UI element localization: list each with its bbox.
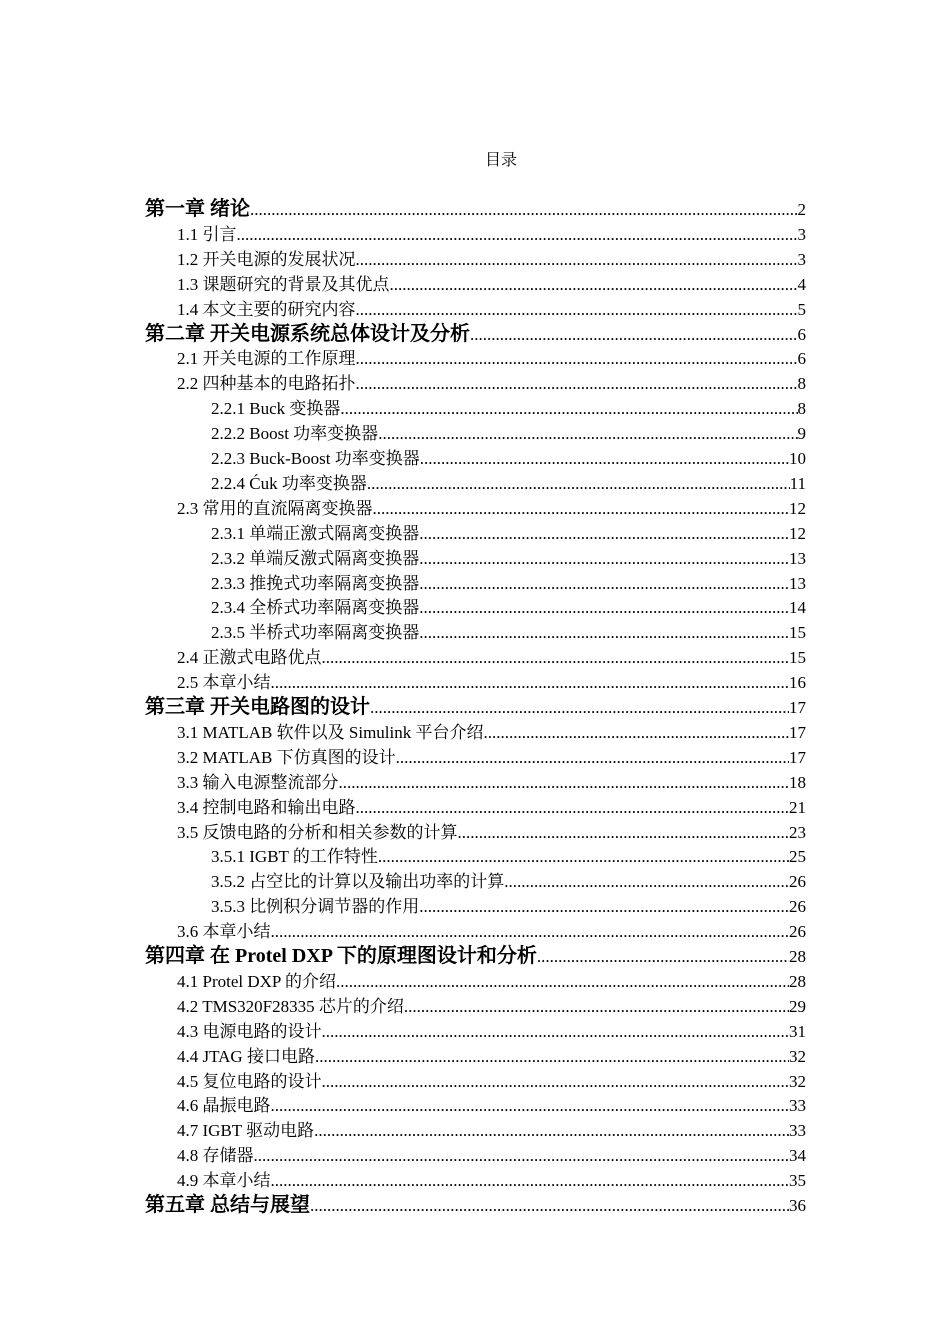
toc-page-number: 11 bbox=[789, 474, 806, 493]
toc-dot-leader bbox=[419, 521, 789, 546]
toc-entry-label: 2.3.1 单端正激式隔离变换器 bbox=[211, 524, 420, 543]
toc-dot-leader bbox=[310, 1193, 789, 1218]
toc-entry-label: 2.3.3 推挽式功率隔离变换器 bbox=[211, 574, 420, 593]
toc-section-entry[interactable] bbox=[177, 222, 806, 247]
toc-dot-leader bbox=[315, 1044, 789, 1069]
toc-subsection-entry[interactable] bbox=[211, 421, 806, 446]
toc-section-entry[interactable] bbox=[177, 820, 806, 845]
toc-page-number: 17 bbox=[789, 698, 806, 717]
toc-entry-label: 1.3 课题研究的背景及其优点 bbox=[177, 275, 390, 294]
toc-entry-label: 4.1 Protel DXP 的介绍 bbox=[177, 972, 336, 991]
toc-chapter-entry[interactable] bbox=[145, 197, 806, 222]
toc-dot-leader bbox=[404, 994, 789, 1019]
toc-dot-leader bbox=[271, 919, 790, 944]
toc-dot-leader bbox=[356, 346, 798, 371]
toc-page-number: 26 bbox=[789, 922, 806, 941]
toc-dot-leader bbox=[504, 869, 789, 894]
toc-page-number: 9 bbox=[797, 424, 806, 443]
toc-dot-leader bbox=[271, 670, 790, 695]
toc-dot-leader bbox=[419, 571, 789, 596]
toc-entry-label: 2.3.4 全桥式功率隔离变换器 bbox=[211, 598, 420, 617]
toc-dot-leader bbox=[378, 421, 797, 446]
toc-dot-leader bbox=[356, 795, 790, 820]
toc-page-number: 32 bbox=[789, 1072, 806, 1091]
toc-subsection-entry[interactable] bbox=[211, 894, 806, 919]
toc-page-number: 12 bbox=[789, 524, 806, 543]
toc-subsection-entry[interactable] bbox=[211, 546, 806, 571]
toc-dot-leader bbox=[339, 770, 790, 795]
toc-page-number: 14 bbox=[789, 598, 806, 617]
toc-page-number: 12 bbox=[789, 499, 806, 518]
toc-dot-leader bbox=[378, 844, 789, 869]
toc-subsection-entry[interactable] bbox=[211, 844, 806, 869]
toc-entry-label: 4.9 本章小结 bbox=[177, 1171, 271, 1190]
toc-dot-leader bbox=[254, 1143, 790, 1168]
toc-page-number: 15 bbox=[789, 648, 806, 667]
toc-dot-leader bbox=[420, 446, 789, 471]
toc-entry-label: 2.2.2 Boost 功率变换器 bbox=[211, 424, 379, 443]
toc-page-number: 28 bbox=[789, 972, 806, 991]
toc-page-number: 13 bbox=[789, 549, 806, 568]
toc-page-number: 34 bbox=[789, 1146, 806, 1165]
toc-section-entry[interactable] bbox=[177, 720, 806, 745]
toc-entry-label: 4.8 存储器 bbox=[177, 1146, 254, 1165]
toc-dot-leader bbox=[322, 1019, 790, 1044]
toc-entry-label: 第五章 总结与展望 bbox=[145, 1194, 310, 1216]
toc-entry-label: 2.5 本章小结 bbox=[177, 673, 271, 692]
toc-page-number: 10 bbox=[789, 449, 806, 468]
toc-page-number: 13 bbox=[789, 574, 806, 593]
toc-entry-label: 2.3 常用的直流隔离变换器 bbox=[177, 499, 373, 518]
toc-entry-label: 1.1 引言 bbox=[177, 225, 237, 244]
toc-subsection-entry[interactable] bbox=[211, 869, 806, 894]
toc-dot-leader bbox=[322, 645, 790, 670]
toc-entry-label: 3.5.3 比例积分调节器的作用 bbox=[211, 897, 420, 916]
toc-subsection-entry[interactable] bbox=[211, 521, 806, 546]
toc-dot-leader bbox=[271, 1168, 790, 1193]
toc-subsection-entry[interactable] bbox=[211, 446, 806, 471]
toc-entry-label: 4.4 JTAG 接口电路 bbox=[177, 1047, 315, 1066]
toc-entry-label: 4.6 晶振电路 bbox=[177, 1096, 271, 1115]
toc-page-number: 31 bbox=[789, 1022, 806, 1041]
toc-dot-leader bbox=[340, 396, 797, 421]
toc-entry-label: 1.2 开关电源的发展状况 bbox=[177, 250, 356, 269]
toc-dot-leader bbox=[271, 1093, 790, 1118]
toc-section-entry[interactable] bbox=[177, 496, 806, 521]
toc-chapter-entry[interactable] bbox=[145, 1193, 806, 1218]
toc-page-number: 3 bbox=[797, 250, 806, 269]
toc-section-entry[interactable] bbox=[177, 1093, 806, 1118]
toc-page-number: 36 bbox=[789, 1196, 806, 1215]
toc-page-number: 18 bbox=[789, 773, 806, 792]
toc-entry-label: 3.6 本章小结 bbox=[177, 922, 271, 941]
toc-page-number: 29 bbox=[789, 997, 806, 1016]
toc-chapter-entry[interactable] bbox=[145, 944, 806, 969]
toc-page-number: 28 bbox=[789, 947, 806, 966]
toc-page-number: 16 bbox=[789, 673, 806, 692]
toc-dot-leader bbox=[367, 471, 790, 496]
toc-page-number: 17 bbox=[789, 723, 806, 742]
toc-entry-label: 4.7 IGBT 驱动电路 bbox=[177, 1121, 315, 1140]
toc-entry-label: 第三章 开关电路图的设计 bbox=[145, 696, 370, 718]
toc-page-number: 23 bbox=[789, 823, 806, 842]
toc-section-entry[interactable] bbox=[177, 297, 806, 322]
toc-section-entry[interactable] bbox=[177, 1168, 806, 1193]
toc-page-number: 2 bbox=[797, 200, 806, 219]
toc-page-number: 35 bbox=[789, 1171, 806, 1190]
toc-page-number: 32 bbox=[789, 1047, 806, 1066]
toc-entry-label: 3.5.1 IGBT 的工作特性 bbox=[211, 847, 378, 866]
toc-entry-label: 2.2.1 Buck 变换器 bbox=[211, 399, 341, 418]
toc-dot-leader bbox=[458, 820, 790, 845]
toc-chapter-entry[interactable] bbox=[145, 322, 806, 347]
toc-page-number: 26 bbox=[789, 897, 806, 916]
toc-page-number: 17 bbox=[789, 748, 806, 767]
page-title: 目录 bbox=[484, 152, 517, 169]
toc-entry-label: 4.5 复位电路的设计 bbox=[177, 1072, 322, 1091]
toc-section-entry[interactable] bbox=[177, 670, 806, 695]
toc-page-number: 21 bbox=[789, 798, 806, 817]
toc-section-entry[interactable] bbox=[177, 994, 806, 1019]
toc-section-entry[interactable] bbox=[177, 645, 806, 670]
toc-page-number: 4 bbox=[797, 275, 806, 294]
toc-entry-label: 4.2 TMS320F28335 芯片的介绍 bbox=[177, 997, 404, 1016]
toc-page-number: 25 bbox=[789, 847, 806, 866]
toc-entry-label: 2.4 正激式电路优点 bbox=[177, 648, 322, 667]
toc-entry-label: 2.2.4 Ćuk 功率变换器 bbox=[211, 474, 367, 493]
toc-section-entry[interactable] bbox=[177, 346, 806, 371]
toc-section-entry[interactable] bbox=[177, 371, 806, 396]
toc-entry-label: 第二章 开关电源系统总体设计及分析 bbox=[145, 323, 470, 345]
toc-entry-label: 3.2 MATLAB 下仿真图的设计 bbox=[177, 748, 396, 767]
toc-page-number: 5 bbox=[797, 300, 806, 319]
toc-page-number: 26 bbox=[789, 872, 806, 891]
toc-page-number: 8 bbox=[797, 399, 806, 418]
toc-dot-leader bbox=[314, 1118, 789, 1143]
toc-section-entry[interactable] bbox=[177, 247, 806, 272]
toc-subsection-entry[interactable] bbox=[211, 620, 806, 645]
toc-dot-leader bbox=[396, 745, 789, 770]
toc-page-number: 33 bbox=[789, 1096, 806, 1115]
toc-entry-label: 2.1 开关电源的工作原理 bbox=[177, 349, 356, 368]
toc-section-entry[interactable] bbox=[177, 770, 806, 795]
toc-page-number: 6 bbox=[797, 325, 806, 344]
toc-dot-leader bbox=[237, 222, 798, 247]
toc-dot-leader bbox=[419, 894, 789, 919]
toc-dot-leader bbox=[373, 496, 790, 521]
toc-section-entry[interactable] bbox=[177, 919, 806, 944]
toc-entry-label: 3.3 输入电源整流部分 bbox=[177, 773, 339, 792]
toc-entry-label: 2.3.5 半桥式功率隔离变换器 bbox=[211, 623, 420, 642]
toc-entry-label: 3.5 反馈电路的分析和相关参数的计算 bbox=[177, 823, 458, 842]
toc-dot-leader bbox=[322, 1069, 790, 1094]
toc-section-entry[interactable] bbox=[177, 969, 806, 994]
toc-entry-label: 第四章 在 Protel DXP 下的原理图设计和分析 bbox=[145, 945, 537, 967]
toc-page-number: 8 bbox=[797, 374, 806, 393]
toc-entry-label: 2.3.2 单端反激式隔离变换器 bbox=[211, 549, 420, 568]
toc-dot-leader bbox=[537, 944, 789, 969]
toc-page-number: 15 bbox=[789, 623, 806, 642]
toc-dot-leader bbox=[370, 695, 789, 720]
toc-entry-label: 3.1 MATLAB 软件以及 Simulink 平台介绍 bbox=[177, 723, 484, 742]
toc-dot-leader bbox=[336, 969, 789, 994]
toc-dot-leader bbox=[356, 247, 798, 272]
toc-subsection-entry[interactable] bbox=[211, 571, 806, 596]
toc-dot-leader bbox=[356, 297, 798, 322]
toc-subsection-entry[interactable] bbox=[211, 595, 806, 620]
toc-chapter-entry[interactable] bbox=[145, 695, 806, 720]
toc-subsection-entry[interactable] bbox=[211, 396, 806, 421]
toc-dot-leader bbox=[356, 371, 798, 396]
toc-dot-leader bbox=[390, 272, 798, 297]
toc-page-number: 3 bbox=[797, 225, 806, 244]
toc-dot-leader bbox=[250, 197, 798, 222]
toc-section-entry[interactable] bbox=[177, 1019, 806, 1044]
toc-entry-label: 4.3 电源电路的设计 bbox=[177, 1022, 322, 1041]
toc-entry-label: 1.4 本文主要的研究内容 bbox=[177, 300, 356, 319]
toc-section-entry[interactable] bbox=[177, 272, 806, 297]
toc-entry-label: 第一章 绪论 bbox=[145, 198, 250, 220]
toc-entry-label: 2.2.3 Buck-Boost 功率变换器 bbox=[211, 449, 420, 468]
toc-dot-leader bbox=[419, 546, 789, 571]
toc-dot-leader bbox=[470, 322, 798, 347]
toc-dot-leader bbox=[419, 620, 789, 645]
toc-section-entry[interactable] bbox=[177, 1069, 806, 1094]
toc-section-entry[interactable] bbox=[177, 1044, 806, 1069]
toc-entry-label: 3.5.2 占空比的计算以及输出功率的计算 bbox=[211, 872, 505, 891]
toc-page-number: 33 bbox=[789, 1121, 806, 1140]
toc-dot-leader bbox=[419, 595, 789, 620]
toc-section-entry[interactable] bbox=[177, 1118, 806, 1143]
toc-dot-leader bbox=[484, 720, 790, 745]
toc-subsection-entry[interactable] bbox=[211, 471, 806, 496]
toc-section-entry[interactable] bbox=[177, 745, 806, 770]
toc-entry-label: 3.4 控制电路和输出电路 bbox=[177, 798, 356, 817]
toc-section-entry[interactable] bbox=[177, 1143, 806, 1168]
toc-section-entry[interactable] bbox=[177, 795, 806, 820]
toc-entry-label: 2.2 四种基本的电路拓扑 bbox=[177, 374, 356, 393]
toc-page-number: 6 bbox=[797, 349, 806, 368]
